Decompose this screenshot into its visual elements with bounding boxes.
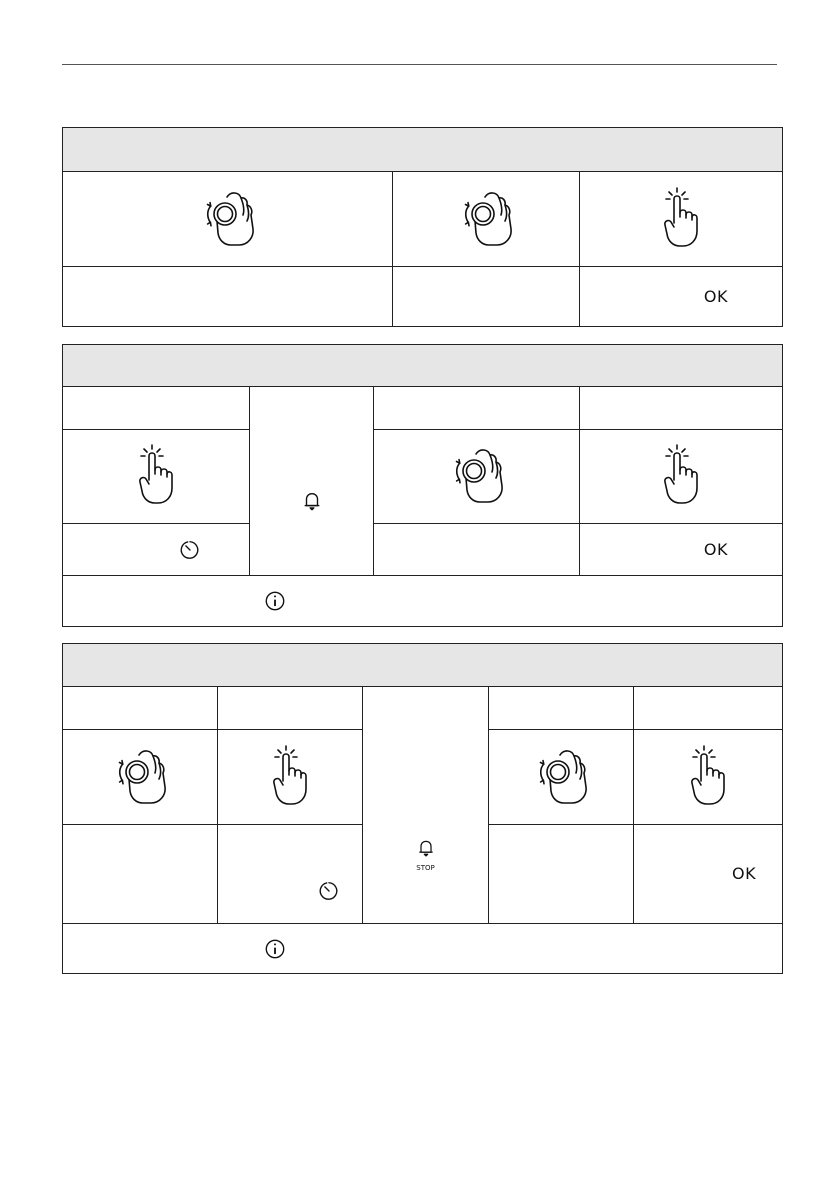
rotate-knob-hand-icon xyxy=(442,442,512,506)
table-1-step-1-image xyxy=(63,172,393,267)
rotate-knob-hand-icon xyxy=(105,743,175,807)
bell-stop-icon xyxy=(363,838,488,872)
instruction-table-3 xyxy=(62,643,783,974)
press-finger-icon xyxy=(683,743,733,807)
table-2-step-4-text xyxy=(580,524,783,576)
table-2-col-3-title xyxy=(374,387,580,430)
table-2-step-3-image xyxy=(374,430,580,524)
table-1-header xyxy=(63,128,783,172)
table-2-step-3-text xyxy=(374,524,580,576)
table-3-step-5-text xyxy=(634,825,783,924)
table-2-step-1-image xyxy=(63,430,250,524)
stop-label: STOP xyxy=(416,864,435,872)
timer-icon xyxy=(318,880,340,902)
table-3-bell-stop-cell xyxy=(363,687,489,924)
rotate-knob-hand-icon xyxy=(451,185,521,249)
table-3-step-4-image xyxy=(489,730,634,825)
ok-button-label: OK xyxy=(731,864,757,883)
instruction-table-2 xyxy=(62,344,783,627)
table-1-step-2-text xyxy=(393,267,580,327)
table-3-note xyxy=(63,924,783,974)
ok-button-label: OK xyxy=(703,286,729,306)
table-3-step-5-image xyxy=(634,730,783,825)
table-3-header xyxy=(63,644,783,687)
press-finger-icon xyxy=(265,743,315,807)
table-2-header xyxy=(63,345,783,387)
table-3-col-5-title xyxy=(634,687,783,730)
table-1-step-3-image xyxy=(580,172,783,267)
press-finger-icon xyxy=(131,442,181,506)
rotate-knob-hand-icon xyxy=(526,743,596,807)
bell-icon xyxy=(416,838,436,858)
table-2-step-1-text xyxy=(63,524,250,576)
table-1-step-2-image xyxy=(393,172,580,267)
table-3-step-2-image xyxy=(218,730,363,825)
table-2-bell-cell xyxy=(250,387,374,576)
table-1-step-1-text xyxy=(63,267,393,327)
table-1-step-3-text xyxy=(580,267,783,327)
table-2-col-1-title xyxy=(63,387,250,430)
press-finger-icon xyxy=(656,185,706,249)
table-3-step-4-text xyxy=(489,825,634,924)
table-3-step-2-text xyxy=(218,825,363,924)
table-2-col-4-title xyxy=(580,387,783,430)
table-2-note xyxy=(63,576,783,627)
top-divider xyxy=(62,64,777,65)
ok-button-label: OK xyxy=(703,539,728,559)
table-3-col-2-title xyxy=(218,687,363,730)
info-icon xyxy=(264,938,286,960)
bell-icon xyxy=(301,490,323,512)
table-3-col-4-title xyxy=(489,687,634,730)
press-finger-icon xyxy=(656,442,706,506)
table-2-step-4-image xyxy=(580,430,783,524)
rotate-knob-hand-icon xyxy=(193,185,263,249)
info-icon xyxy=(264,590,286,612)
table-3-step-1-image xyxy=(63,730,218,825)
table-3-step-1-text xyxy=(63,825,218,924)
timer-icon xyxy=(179,539,201,561)
instruction-table-1 xyxy=(62,127,783,327)
table-3-col-1-title xyxy=(63,687,218,730)
